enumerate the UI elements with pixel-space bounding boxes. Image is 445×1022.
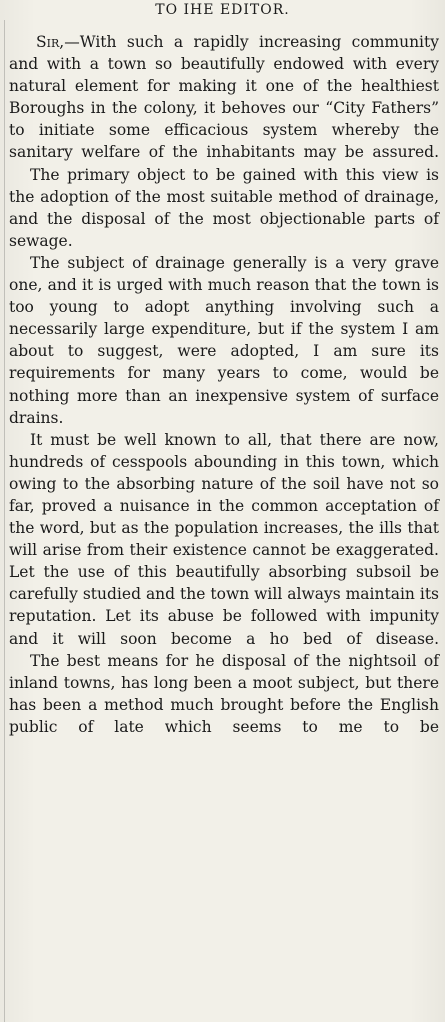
paragraph-5: The best means for he disposal of the nightsoil of inland towns, has long been a moot subject, but there has been a method much brought before the English public of late which seems to me to be	[9, 651, 439, 736]
salutation: Sir,	[36, 33, 65, 51]
column-rule	[4, 20, 5, 1022]
paragraph-2: The primary object to be gained with this view is the adoption of the most suitable method of drainage, and the disposal of the most objectionable parts of sewage.	[9, 165, 439, 250]
paragraph-3: The subject of drainage generally is a very grave one, and it is urged with much reason that the town is too young to adopt anything involving such a necessarily large expenditure, but if the system I am about to suggest, were adopted, I am sure its requirements for many years to come, would be nothing more than an inexpensive system of surface drains.	[9, 253, 439, 427]
paragraph-1-text: —With such a rapidly increasing community and with a town so beautifully endowed with every natural element for making it one of the healthiest Boroughs in the colony, it behoves our “City Fathers” to initiate some efficacious system whereby the sanitary welfare of the inhabitants may be assured.	[9, 33, 439, 162]
paragraph-4: It must be well known to all, that there are now, hundreds of cesspools abounding in this town, which owing to the absorbing nature of the soil have not so far, proved a nuisance in the common acceptation of the word, but as the population increases, the ills that will arise from their existence cannot be exaggerated. Let the use of this beautifully absorbing subsoil be carefully studied and the town will always maintain its reputation. Let its abuse be followed with impunity and it will soon become a ho bed of disease.	[9, 430, 439, 648]
letter-body	[9, 31, 439, 738]
paragraph-1	[9, 31, 439, 164]
letter-heading: TO IHE EDITOR.	[155, 2, 290, 18]
